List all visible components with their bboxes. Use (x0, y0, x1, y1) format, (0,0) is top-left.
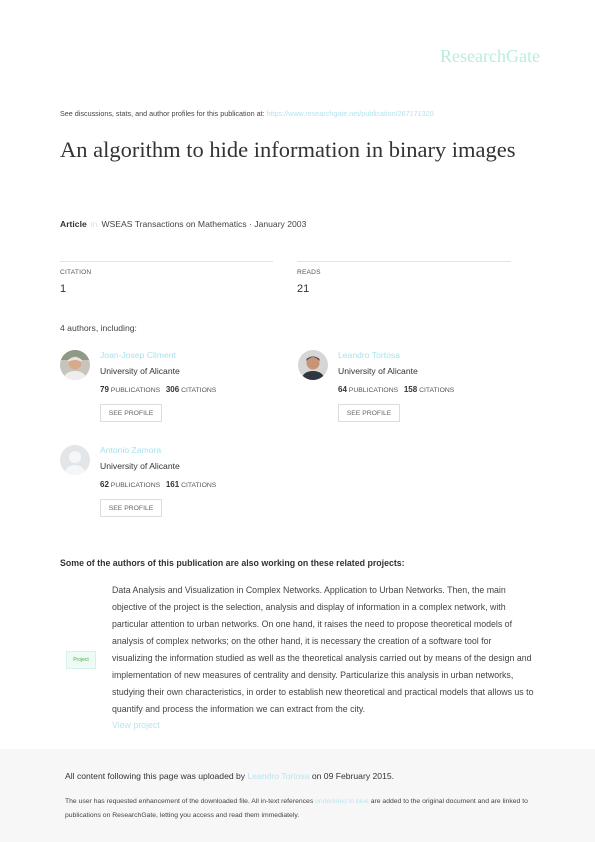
article-venue[interactable]: WSEAS Transactions on Mathematics · January 2003 (101, 219, 307, 229)
view-project-link[interactable]: View project (112, 720, 160, 730)
meta-separator: in (90, 219, 98, 229)
article-meta (60, 219, 306, 229)
publications-label: PUBLICATIONS (348, 387, 399, 394)
upload-notice (65, 771, 394, 781)
notice-suffix: are added to the original document and are linked to publications on ResearchGate, letting you access and read them immediately. (65, 798, 528, 819)
see-profile-button[interactable]: SEE PROFILE (338, 404, 400, 422)
citations-count: 161 (165, 480, 180, 489)
publications-count: 64 (338, 385, 347, 394)
author-avatar-placeholder-icon[interactable] (60, 445, 90, 475)
article-type: Article (60, 219, 87, 229)
researchgate-logo[interactable]: ResearchGate (440, 46, 540, 66)
disclaimer-text: See discussions, stats, and author profiles for this publication at: (60, 109, 265, 118)
publications-label: PUBLICATIONS (110, 387, 161, 394)
article-title: An algorithm to hide information in binary images (60, 137, 516, 162)
author-name[interactable]: Leandro Tortosa (338, 350, 400, 360)
enhancement-notice (65, 795, 535, 823)
author-stats (338, 385, 454, 394)
reads-value[interactable]: 21 (297, 283, 310, 295)
publications-count: 79 (100, 385, 109, 394)
notice-prefix: The user has requested enhancement of the downloaded file. All in-text references (65, 798, 314, 805)
see-profile-button[interactable]: SEE PROFILE (100, 499, 162, 517)
upload-suffix: on 09 February 2015. (311, 771, 395, 781)
author-name[interactable]: Joan-Josep Climent (100, 350, 176, 360)
project-badge: Project (66, 651, 96, 669)
citations-count: 306 (165, 385, 180, 394)
author-affiliation: University of Alicante (338, 366, 418, 376)
citation-divider (60, 261, 273, 262)
authors-heading: 4 authors, including: (60, 323, 137, 333)
reads-divider (297, 261, 511, 262)
citation-label: CITATION (60, 269, 92, 276)
related-projects-heading: Some of the authors of this publication are also working on these related projects: (60, 558, 405, 568)
citations-label: CITATIONS (181, 387, 217, 394)
citations-label: CITATIONS (419, 387, 455, 394)
project-description: Data Analysis and Visualization in Complex Networks. Application to Urban Networks. Then, the main objective of the project is the selection, analysis and display of information in a complex network, with particular attention to urban networks. On one hand, it raises the need to propose theoretical models of analysis of complex networks; on the other hand, it is necessary the creation of a software tool for visualizing the information studied as well as the theoretical analysis carried out by means of the design and implementation of new measures of centrality and density. Particularize this analysis in urban networks, studying their own characteristics, in order to establish new theoretical and practical models that allows us to quantify and process the information we can extract from the city. (112, 585, 534, 714)
author-stats (100, 480, 216, 489)
upload-prefix: All content following this page was uploaded by (65, 771, 246, 781)
reads-label: READS (297, 269, 321, 276)
publications-label: PUBLICATIONS (110, 482, 161, 489)
citation-value[interactable]: 1 (60, 283, 67, 295)
author-affiliation: University of Alicante (100, 366, 180, 376)
author-affiliation: University of Alicante (100, 461, 180, 471)
publications-count: 62 (100, 480, 109, 489)
see-profile-button[interactable]: SEE PROFILE (100, 404, 162, 422)
uploader-link[interactable]: Leandro Tortosa (247, 771, 310, 781)
disclaimer-line (60, 109, 434, 118)
author-avatar[interactable] (60, 350, 90, 380)
citations-label: CITATIONS (181, 482, 217, 489)
citations-count: 158 (403, 385, 418, 394)
author-name[interactable]: Antonio Zamora (100, 445, 162, 455)
publication-link[interactable]: https://www.researchgate.net/publication/267171320 (266, 109, 434, 118)
author-avatar[interactable] (298, 350, 328, 380)
notice-link[interactable]: underlined in blue (315, 798, 369, 805)
author-stats (100, 385, 216, 394)
